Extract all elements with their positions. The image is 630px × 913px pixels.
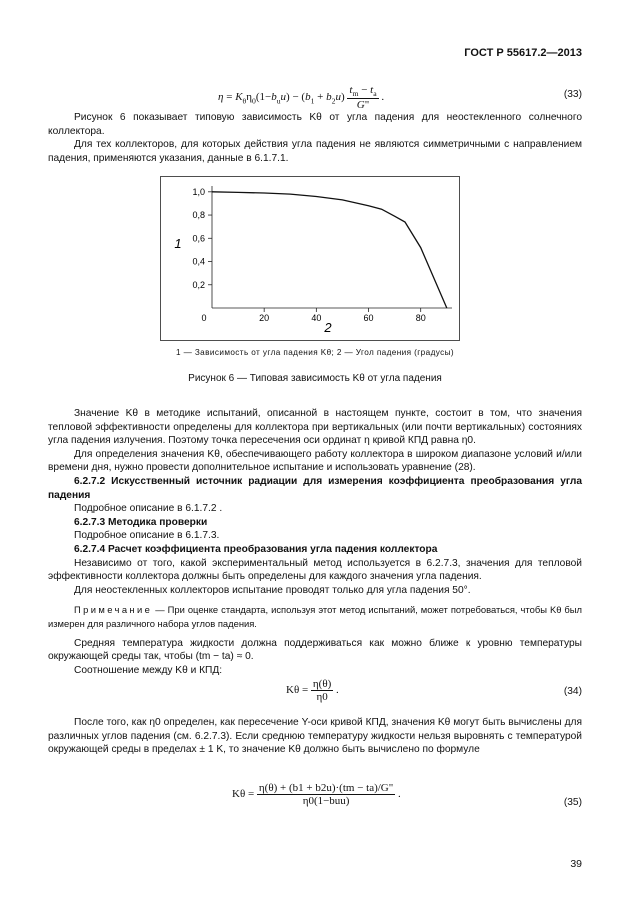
equation-33: $\eta = K_\theta\eta_0(1-b_uu) - (b_1 + b_2u)$ $\frac{t_m - t_a}{G"}$ . [218, 84, 385, 112]
x-tick-label: 80 [415, 313, 426, 323]
paragraph-7: Независимо от того, какой экспериментальный метод используется в 6.2.7.3, значения для тепловой эффективности коллектора должны быть определены для каждого значения угла падения. [48, 557, 582, 583]
note-label: Примечание [74, 604, 153, 616]
standard-header: ГОСТ Р 55617.2—2013 [464, 47, 582, 59]
y-tick-label: 0,8 [192, 210, 205, 221]
eq34-tail: . [336, 684, 339, 697]
page-number: 39 [570, 858, 582, 870]
eq35-tail: . [398, 788, 401, 801]
equation-33-number: (33) [563, 89, 582, 100]
equation-35-number: (35) [563, 797, 582, 808]
y-tick-label: 1,0 [192, 186, 205, 197]
heading-6-2-7-3: 6.2.7.3 Методика проверки [74, 516, 208, 528]
paragraph-1: Рисунок 6 показывает типовую зависимость Kθ от угла падения для неостекленного солнечного коллектора. [48, 112, 582, 137]
paragraph-6: Подробное описание в 6.1.7.3. [74, 530, 220, 542]
paragraph-2: Для тех коллекторов, для которых действия угла падения не являются симметричными с направлением падения, применяются указания, данные в 6.1.7.1. [48, 139, 582, 164]
eq34-lhs: Kθ = [286, 684, 309, 697]
heading-6-2-7-4: 6.2.7.4 Расчет коэффициента преобразования угла падения коллектора [74, 543, 438, 555]
y-tick-label: 0,4 [192, 256, 205, 267]
equation-34 [286, 678, 339, 703]
eq34-numerator: η(θ) [312, 678, 332, 690]
figure-legend: 1 — Зависимость от угла падения Kθ; 2 — Угол падения (градусы) [175, 348, 455, 357]
paragraph-9: Средняя температура жидкости должна поддерживаться как можно ближе к уровню температуры окружающей среды так, чтобы (tm − ta) ≈ 0. [48, 637, 582, 663]
paragraph-11: После того, как η0 определен, как пересечение Y-оси кривой КПД, значения Kθ могут быть вычислены для различных углов падения (см. 6.2.7.3). Если среднюю температуру жидкости нельзя выровнять с температурой окружающей среды в пределах ± 1 K, то значение Kθ должно быть вычислено по формуле [48, 717, 582, 756]
y-tick-label: 0,2 [192, 279, 205, 290]
paragraph-4: Для определения значения Kθ, обеспечивающего работу коллектора в широком диапазоне условий и/или времени дня, нужно провести дополнительное испытание и использовать уравнение (28). [48, 448, 582, 474]
eq34-denominator: η0 [316, 691, 328, 703]
eq35-denominator: η0(1−buu) [302, 795, 350, 807]
y-axis-label: 1 [174, 236, 182, 251]
x-tick-label: 40 [311, 313, 322, 323]
paragraph-11-block [48, 716, 582, 757]
x-tick-label: 60 [363, 313, 374, 323]
x-tick-label: 0 [201, 313, 207, 323]
paragraph-fig6-intro [48, 111, 582, 165]
paragraph-3: Значение Kθ в методике испытаний, описанной в настоящем пункте, состоит в том, что значения тепловой эффективности определены для коллектора при вертикальных (или почти вертикальных) состояниях угла падения излучения. Поэтому точка пересечения оси ординат η кривой КПД равна η0. [48, 408, 582, 447]
eq35-numerator: η(θ) + (b1 + b2u)·(tm − ta)/G" [258, 782, 394, 794]
figure-caption: Рисунок 6 — Типовая зависимость Kθ от угла падения [188, 373, 442, 384]
equation-34-number: (34) [563, 686, 582, 697]
paragraph-8: Для неостекленных коллекторов испытание проводят только для угла падения 50°. [74, 584, 471, 596]
y-tick-label: 0,6 [192, 233, 205, 244]
note [48, 603, 582, 630]
eq35-lhs: Kθ = [232, 788, 255, 801]
note-text: — При оценке стандарта, используя этот метод испытаний, может потребоваться, чтобы Kθ был измерен для различного набора углов падения. [48, 604, 582, 629]
body-text [48, 407, 582, 677]
x-tick-label: 20 [259, 313, 270, 323]
paragraph-5: Подробное описание в 6.1.7.2 . [74, 503, 223, 515]
x-axis-label: 2 [324, 320, 332, 335]
incidence-angle-chart [160, 176, 460, 341]
heading-6-2-7-2: 6.2.7.2 Искусственный источник радиации для измерения коэффициента преобразования угла падения [48, 475, 582, 501]
paragraph-10: Соотношение между Kθ и КПД: [74, 664, 223, 676]
equation-35 [232, 782, 401, 807]
